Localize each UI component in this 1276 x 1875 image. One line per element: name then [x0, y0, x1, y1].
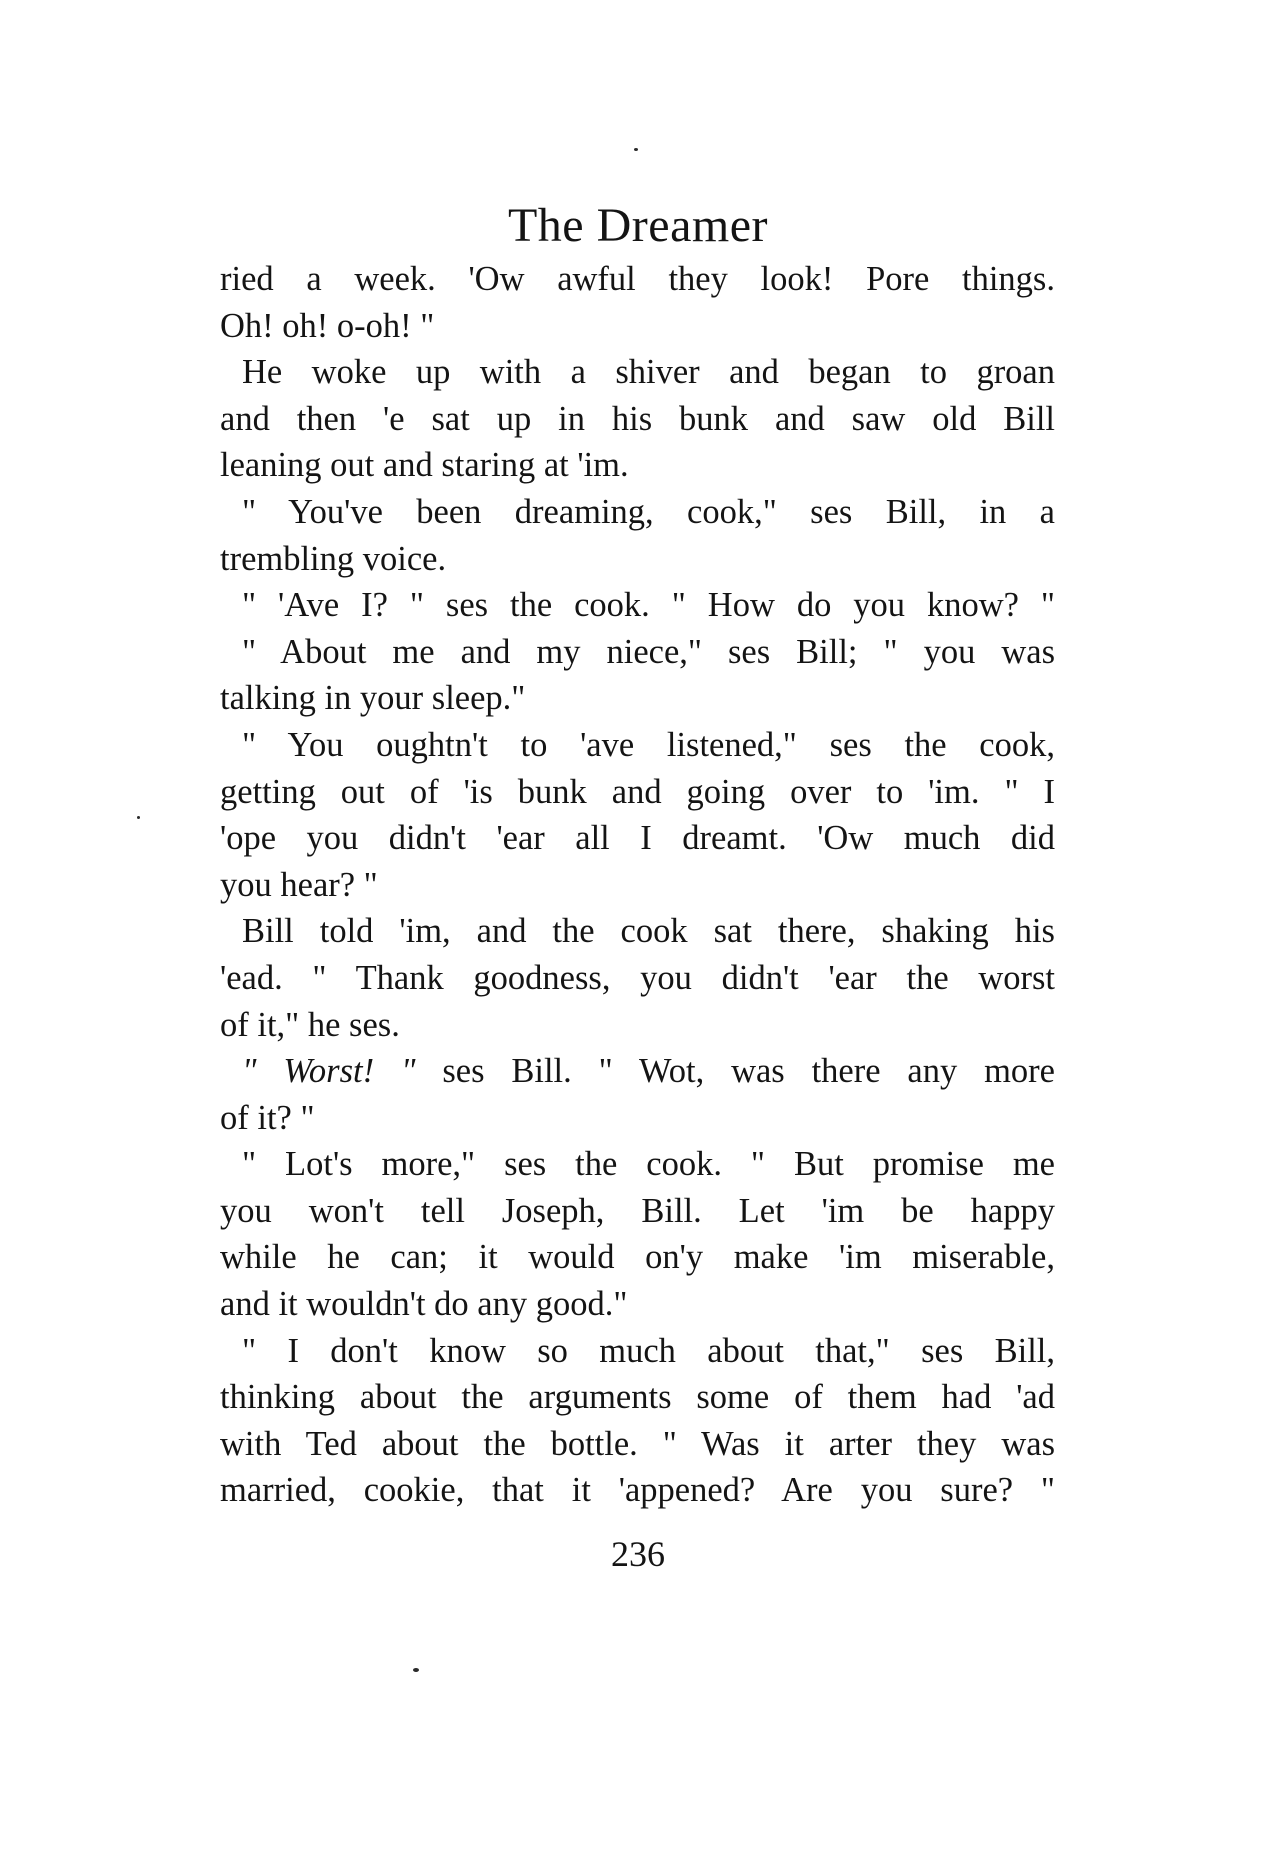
text-line: while he can; it would on'y make 'im miserable, — [220, 1238, 1055, 1277]
text-line: of it? " — [220, 1098, 315, 1137]
ink-speck-left — [137, 816, 140, 819]
text-line: " About me and my niece," ses Bill; " you was — [242, 632, 1055, 671]
text-line: " You oughtn't to 'ave listened," ses the cook, — [242, 725, 1055, 764]
italic-emphasis: " Worst! " — [242, 1052, 416, 1091]
text-line: you hear? " — [220, 865, 378, 904]
running-title: The Dreamer — [507, 199, 768, 252]
text-line: " Lot's more," ses the cook. " But promise me — [242, 1145, 1055, 1184]
text-line: " I don't know so much about that," ses Bill, — [242, 1331, 1055, 1370]
text-line: and then 'e sat up in his bunk and saw old Bill — [220, 399, 1055, 438]
text-line: leaning out and staring at 'im. — [220, 446, 629, 485]
text-line: with Ted about the bottle. " Was it arter they was — [220, 1424, 1055, 1463]
text-line: " 'Ave I? " ses the cook. " How do you know? " — [242, 586, 1055, 625]
text-line: Bill told 'im, and the cook sat there, shaking his — [242, 912, 1055, 951]
text-line: and it wouldn't do any good." — [220, 1285, 628, 1324]
text-line: talking in your sleep." — [220, 679, 526, 718]
text-line: of it," he ses. — [220, 1005, 400, 1044]
page-number: 236 — [611, 1534, 665, 1574]
body-text — [220, 256, 1055, 1514]
text-line: ried a week. 'Ow awful they look! Pore things. — [220, 260, 1055, 298]
text-line: getting out of 'is bunk and going over to 'im. " I — [220, 772, 1055, 811]
ink-speck-bottom — [413, 1668, 419, 1672]
ink-speck-top — [634, 148, 638, 151]
text-line: 'ope you didn't 'ear all I dreamt. 'Ow much did — [220, 819, 1055, 858]
text-line: you won't tell Joseph, Bill. Let 'im be happy — [220, 1191, 1055, 1230]
text-line: " You've been dreaming, cook," ses Bill, in a — [242, 492, 1055, 531]
text-line: Oh! oh! o-oh! " — [220, 306, 435, 345]
text-line: 'ead. " Thank goodness, you didn't 'ear the worst — [220, 958, 1055, 997]
text-line: " Worst! " ses Bill. " Wot, was there any more — [242, 1052, 1055, 1091]
text-line: trembling voice. — [220, 539, 447, 578]
text-line: He woke up with a shiver and began to groan — [242, 353, 1055, 392]
text-line: married, cookie, that it 'appened? Are you sure? " — [220, 1471, 1055, 1510]
text-line: thinking about the arguments some of them had 'ad — [220, 1378, 1055, 1417]
